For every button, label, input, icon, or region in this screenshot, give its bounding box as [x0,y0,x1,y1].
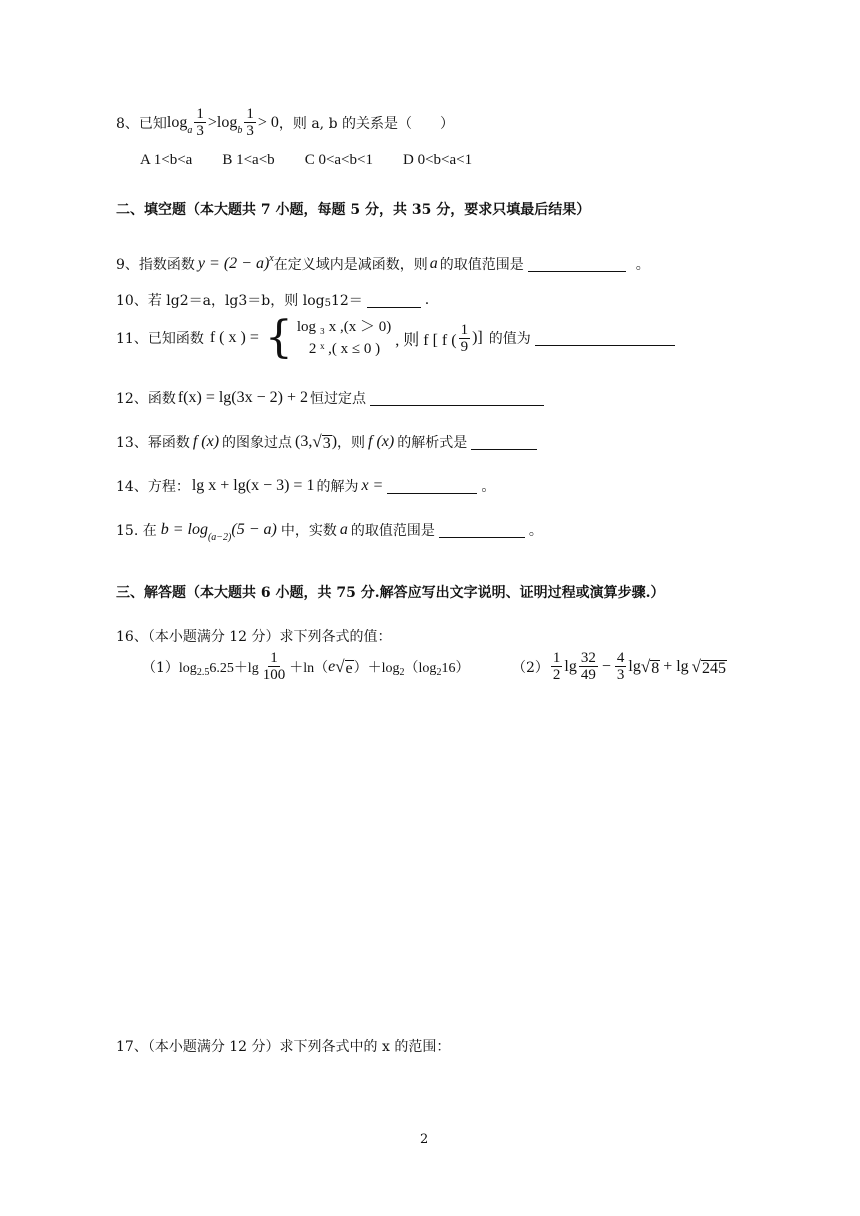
q13-fx: f (x) [192,433,220,450]
q15-middle: 中，实数 [280,523,337,539]
q11-prefix: 11、已知函数 [116,331,204,347]
q8-base-b: b [237,124,243,136]
q8-log1: log [166,113,188,131]
q13-middle2: ，则 [337,435,366,451]
q16-p2-sqrt-1: √ 8 [640,656,660,677]
q12-suffix: 恒过定点 [309,391,366,407]
q8-option-a: A 1<b<a [140,152,193,168]
q10-end: . [424,292,430,308]
q9-formula: y = (2 − a) [197,255,270,272]
q13-prefix: 13、幂函数 [116,435,190,451]
q15-suffix: 的取值范围是 [350,523,435,539]
q10-answer-blank[interactable] [367,293,421,308]
q11-fx: f ( x ) = [209,329,259,346]
q8-option-d: D 0<b<a<1 [402,152,473,168]
q12-answer-blank[interactable] [370,391,544,406]
question-10 [116,290,429,310]
q15-sub: (a−2) [207,532,232,543]
q11-case-2: 2 ˣ ,( x ≤ 0 ) [308,341,381,357]
q16-title: 16、（本小题满分 12 分）求下列各式的值： [116,629,392,645]
q9-answer-blank[interactable] [528,257,626,272]
q11-brace: { [264,312,293,363]
q16-p1-fraction: $\frac{1}{100}$ [262,650,286,683]
q14-xeq: x = [361,477,384,494]
question-8 [116,106,454,139]
q8-prefix: 8、已知 [116,115,167,132]
question-14 [116,476,495,496]
q15-answer-blank[interactable] [439,523,525,538]
q8-gt-1: > [207,113,217,131]
question-12 [116,388,548,408]
q16-p1-label: （1） [142,659,179,676]
q15-var: a [339,521,348,538]
q13-sqrt: √ 3 [312,432,331,452]
q9-middle: 在定义域内是减函数，则 [273,257,428,273]
question-11 [116,312,679,363]
q14-middle: 的解为 [316,479,359,495]
q9-end: 。 [635,257,650,273]
q11-mid: , 则 f [ f ( [395,331,457,349]
q14-prefix: 14、方程： [116,479,190,495]
q16-p2-sqrt-2: √ 245 [691,656,727,677]
q16-p1-sqrt: √ e [335,656,353,677]
q13-point-close: ) [331,433,338,450]
q15-prefix: 15. 在 [116,523,157,539]
q16-p2-label: （2） [512,659,549,676]
section-2-heading: 二、填空题（本大题共 7 小题，每题 5 分，共 35 分，要求只填最后结果） [116,202,591,218]
q13-point-open: (3, [295,433,313,450]
q11-answer-blank[interactable] [535,331,675,346]
q10-sub: 5 [324,297,331,309]
question-9 [116,254,650,274]
q11-piecewise [297,316,391,360]
q13-answer-blank[interactable] [471,435,537,450]
q11-close: )] [472,329,483,346]
q11-suffix: 的值为 [488,331,531,347]
question-15 [116,520,543,543]
q9-prefix: 9、指数函数 [116,257,195,273]
q11-case-1: log ₃ x ,(x ＞ 0) [296,319,392,335]
question-13 [116,432,541,452]
q12-formula: f(x) = lg(3x − 2) + 2 [177,389,308,406]
q9-suffix: 的取值范围是 [439,257,524,273]
q14-formula: lg x + lg(x − 3) = 1 [191,477,315,494]
q9-var: a [429,255,438,272]
q15-end: 。 [528,523,543,539]
q13-fx2: f (x) [368,433,395,450]
page-number: 2 [420,1132,429,1147]
q10-text: 10、若 lg2＝a，lg3＝b，则 log [116,293,325,309]
q8-options [140,152,472,169]
section-3-heading: 三、解答题（本大题共 6 小题，共 75 分.解答应写出文字说明、证明过程或演算步骤.） [116,585,665,601]
q10-text2: 12＝ [330,293,363,309]
q14-end: 。 [481,479,496,495]
q8-base-a: a [187,124,193,136]
q15-arg: (5 − a) [231,521,277,538]
q14-answer-blank[interactable] [387,479,477,494]
q8-option-c: C 0<a<b<1 [304,152,373,168]
q13-suffix: 的解析式是 [397,435,468,451]
q9-exponent: x [269,253,274,264]
q17-title: 17、（本小题满分 12 分）求下列各式中的 x 的范围： [116,1039,451,1055]
q8-fraction-1: $\frac{1}{3}$ [196,106,204,139]
q11-fraction: $\frac{1}{9}$ [460,321,469,355]
q12-prefix: 12、函数 [116,391,176,407]
q13-middle: 的图象过点 [222,435,293,451]
q8-suffix: ，则 a, b 的关系是（ ） [278,115,454,132]
q15-b-eq: b = log [160,521,208,538]
q8-gt-2: > 0 [257,113,279,131]
q8-fraction-2: $\frac{1}{3}$ [246,106,254,139]
q16-part-2: （2） $\frac{1}{2}$ lg $\frac{32}{49}$ − $\frac{4}{3}$ lg √ 8 + lg √ 245 [512,650,727,683]
q8-option-b: B 1<a<b [222,152,275,168]
q8-log2: log [216,113,238,131]
q16-part-1: （1） $\log_{2.5}6.25+\lg$ $\frac{1}{100}$ ＋ln（ e √ e ）$+\log_2(\log_216)$ [142,650,470,683]
